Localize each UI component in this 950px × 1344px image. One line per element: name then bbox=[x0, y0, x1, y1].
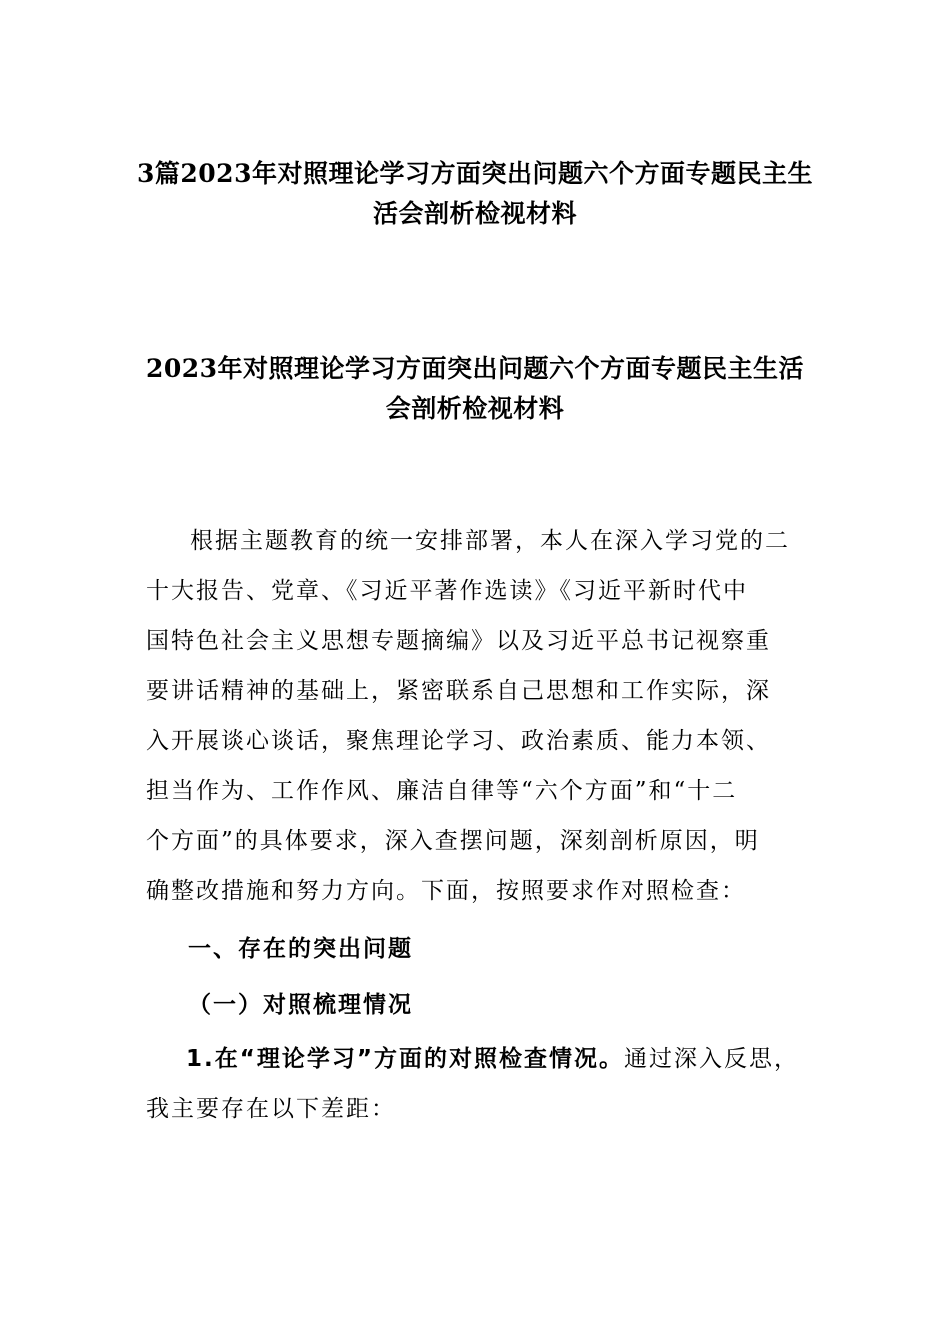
section-heading: 一、存在的突出问题 bbox=[188, 936, 413, 962]
intro-line: 入开展谈心谈话，聚焦理论学习、政治素质、能力本领、 bbox=[146, 728, 771, 754]
main-title-line-1: 3篇2023年对照理论学习方面突出问题六个方面专题民主生 bbox=[137, 159, 813, 188]
intro-line: 担当作为、工作作风、廉洁自律等“六个方面”和“十二 bbox=[146, 778, 738, 804]
item-1-paragraph bbox=[146, 1034, 816, 1134]
main-title-line-2: 活会剖析检视材料 bbox=[372, 199, 577, 228]
document-sub-title bbox=[100, 349, 850, 429]
intro-paragraph bbox=[146, 516, 816, 916]
intro-line: 要讲话精神的基础上，紧密联系自己思想和工作实际，深 bbox=[146, 678, 771, 704]
intro-line: 确整改措施和努力方向。下面，按照要求作对照检查： bbox=[146, 878, 746, 904]
document-main-title bbox=[100, 154, 850, 234]
intro-line: 个方面”的具体要求，深入查摆问题，深刻剖析原因，明 bbox=[146, 828, 760, 854]
intro-line: 国特色社会主义思想专题摘编》以及习近平总书记视察重 bbox=[146, 628, 771, 654]
intro-line: 十大报告、党章、《习近平著作选读》《习近平新时代中 bbox=[146, 578, 748, 604]
item-1-bold-lead: 1.在“理论学习”方面的对照检查情况。 bbox=[186, 1046, 624, 1072]
item-1-rest: 通过深入反思， bbox=[623, 1046, 799, 1072]
item-1-line-2: 我主要存在以下差距： bbox=[146, 1096, 396, 1122]
intro-line: 根据主题教育的统一安排部署，本人在深入学习党的二 bbox=[190, 528, 790, 554]
sub-title-line-2: 会剖析检视材料 bbox=[385, 394, 565, 423]
subsection-heading: （一）对照梳理情况 bbox=[188, 992, 413, 1018]
sub-title-line-1: 2023年对照理论学习方面突出问题六个方面专题民主生活 bbox=[145, 354, 805, 383]
item-1-line-1 bbox=[146, 1034, 816, 1084]
